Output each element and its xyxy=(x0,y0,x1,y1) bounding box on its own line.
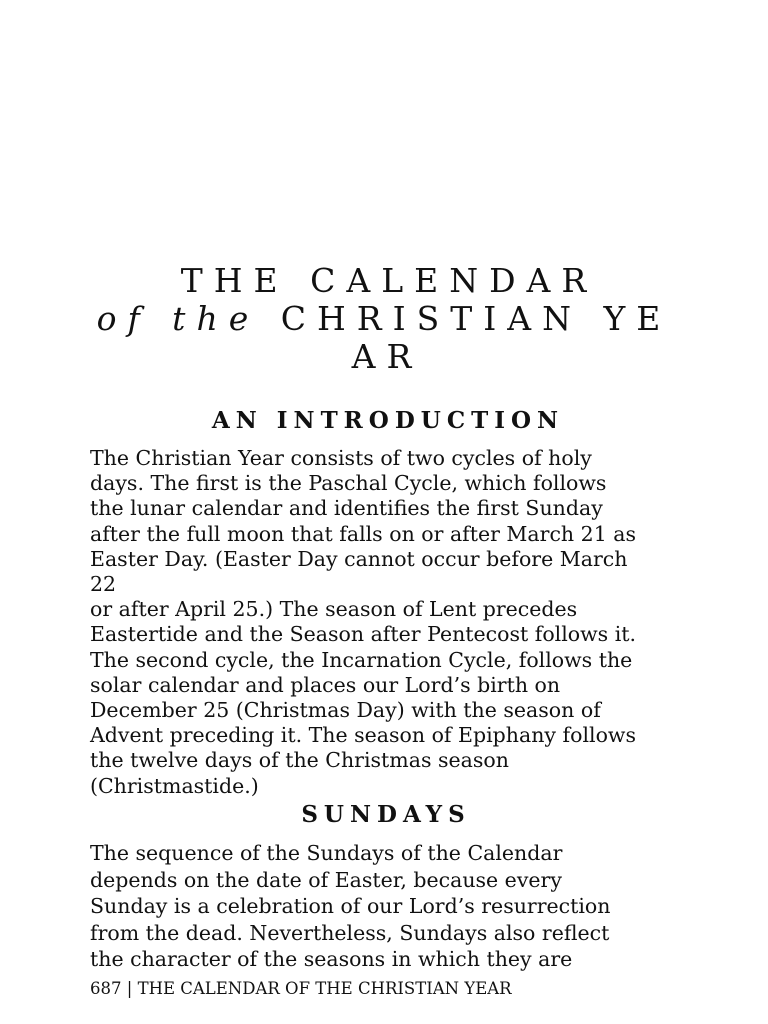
paragraph-line: The second cycle, the Incarnation Cycle, follows the xyxy=(90,647,633,672)
sundays-heading: SUNDAYS xyxy=(301,801,471,828)
paragraph-line: December 25 (Christmas Day) with the season of xyxy=(90,698,601,723)
page-number: 687 xyxy=(90,979,122,998)
paragraph-line: 22 xyxy=(90,572,117,597)
running-title: THE CALENDAR OF THE CHRISTIAN YEAR xyxy=(137,979,512,998)
title-line-2 xyxy=(0,300,768,338)
sundays-paragraph xyxy=(90,840,690,973)
document-title xyxy=(0,262,768,376)
paragraph-line: Advent preceding it. The season of Epiphany follows xyxy=(90,723,636,748)
title-italic-part: of the xyxy=(96,299,260,338)
paragraph-line: the twelve days of the Christmas season xyxy=(90,748,509,773)
paragraph-line: after the full moon that falls on or after March 21 as xyxy=(90,521,636,546)
title-line-1: THE CALENDAR xyxy=(180,261,598,300)
paragraph-line: Easter Day. (Easter Day cannot occur before March xyxy=(90,546,628,571)
paragraph-line: from the dead. Nevertheless, Sundays also reflect xyxy=(90,920,610,945)
paragraph-line: The Christian Year consists of two cycles of holy xyxy=(90,446,592,470)
footer-separator: | xyxy=(121,979,138,998)
paragraph-line: (Christmastide.) xyxy=(90,773,259,798)
page-footer xyxy=(90,978,512,1000)
title-line-3: AR xyxy=(351,337,423,376)
title-line-2-rest: CHRISTIAN YE xyxy=(280,299,672,338)
paragraph-line: solar calendar and places our Lord’s birth on xyxy=(90,672,561,697)
paragraph-line: or after April 25.) The season of Lent precedes xyxy=(90,597,578,622)
paragraph-line: days. The first is the Paschal Cycle, which follows xyxy=(90,471,607,496)
paragraph-line: depends on the date of Easter, because every xyxy=(90,867,562,892)
paragraph-line: Eastertide and the Season after Pentecost follows it. xyxy=(90,622,637,647)
paragraph-line: the character of the seasons in which they are xyxy=(90,947,573,971)
introduction-heading: AN INTRODUCTION xyxy=(211,407,565,434)
paragraph-line: Sunday is a celebration of our Lord’s resurrection xyxy=(90,894,611,918)
paragraph-line: the lunar calendar and identifies the first Sunday xyxy=(90,496,603,521)
introduction-paragraph xyxy=(90,446,690,799)
paragraph-line: The sequence of the Sundays of the Calendar xyxy=(90,841,563,865)
